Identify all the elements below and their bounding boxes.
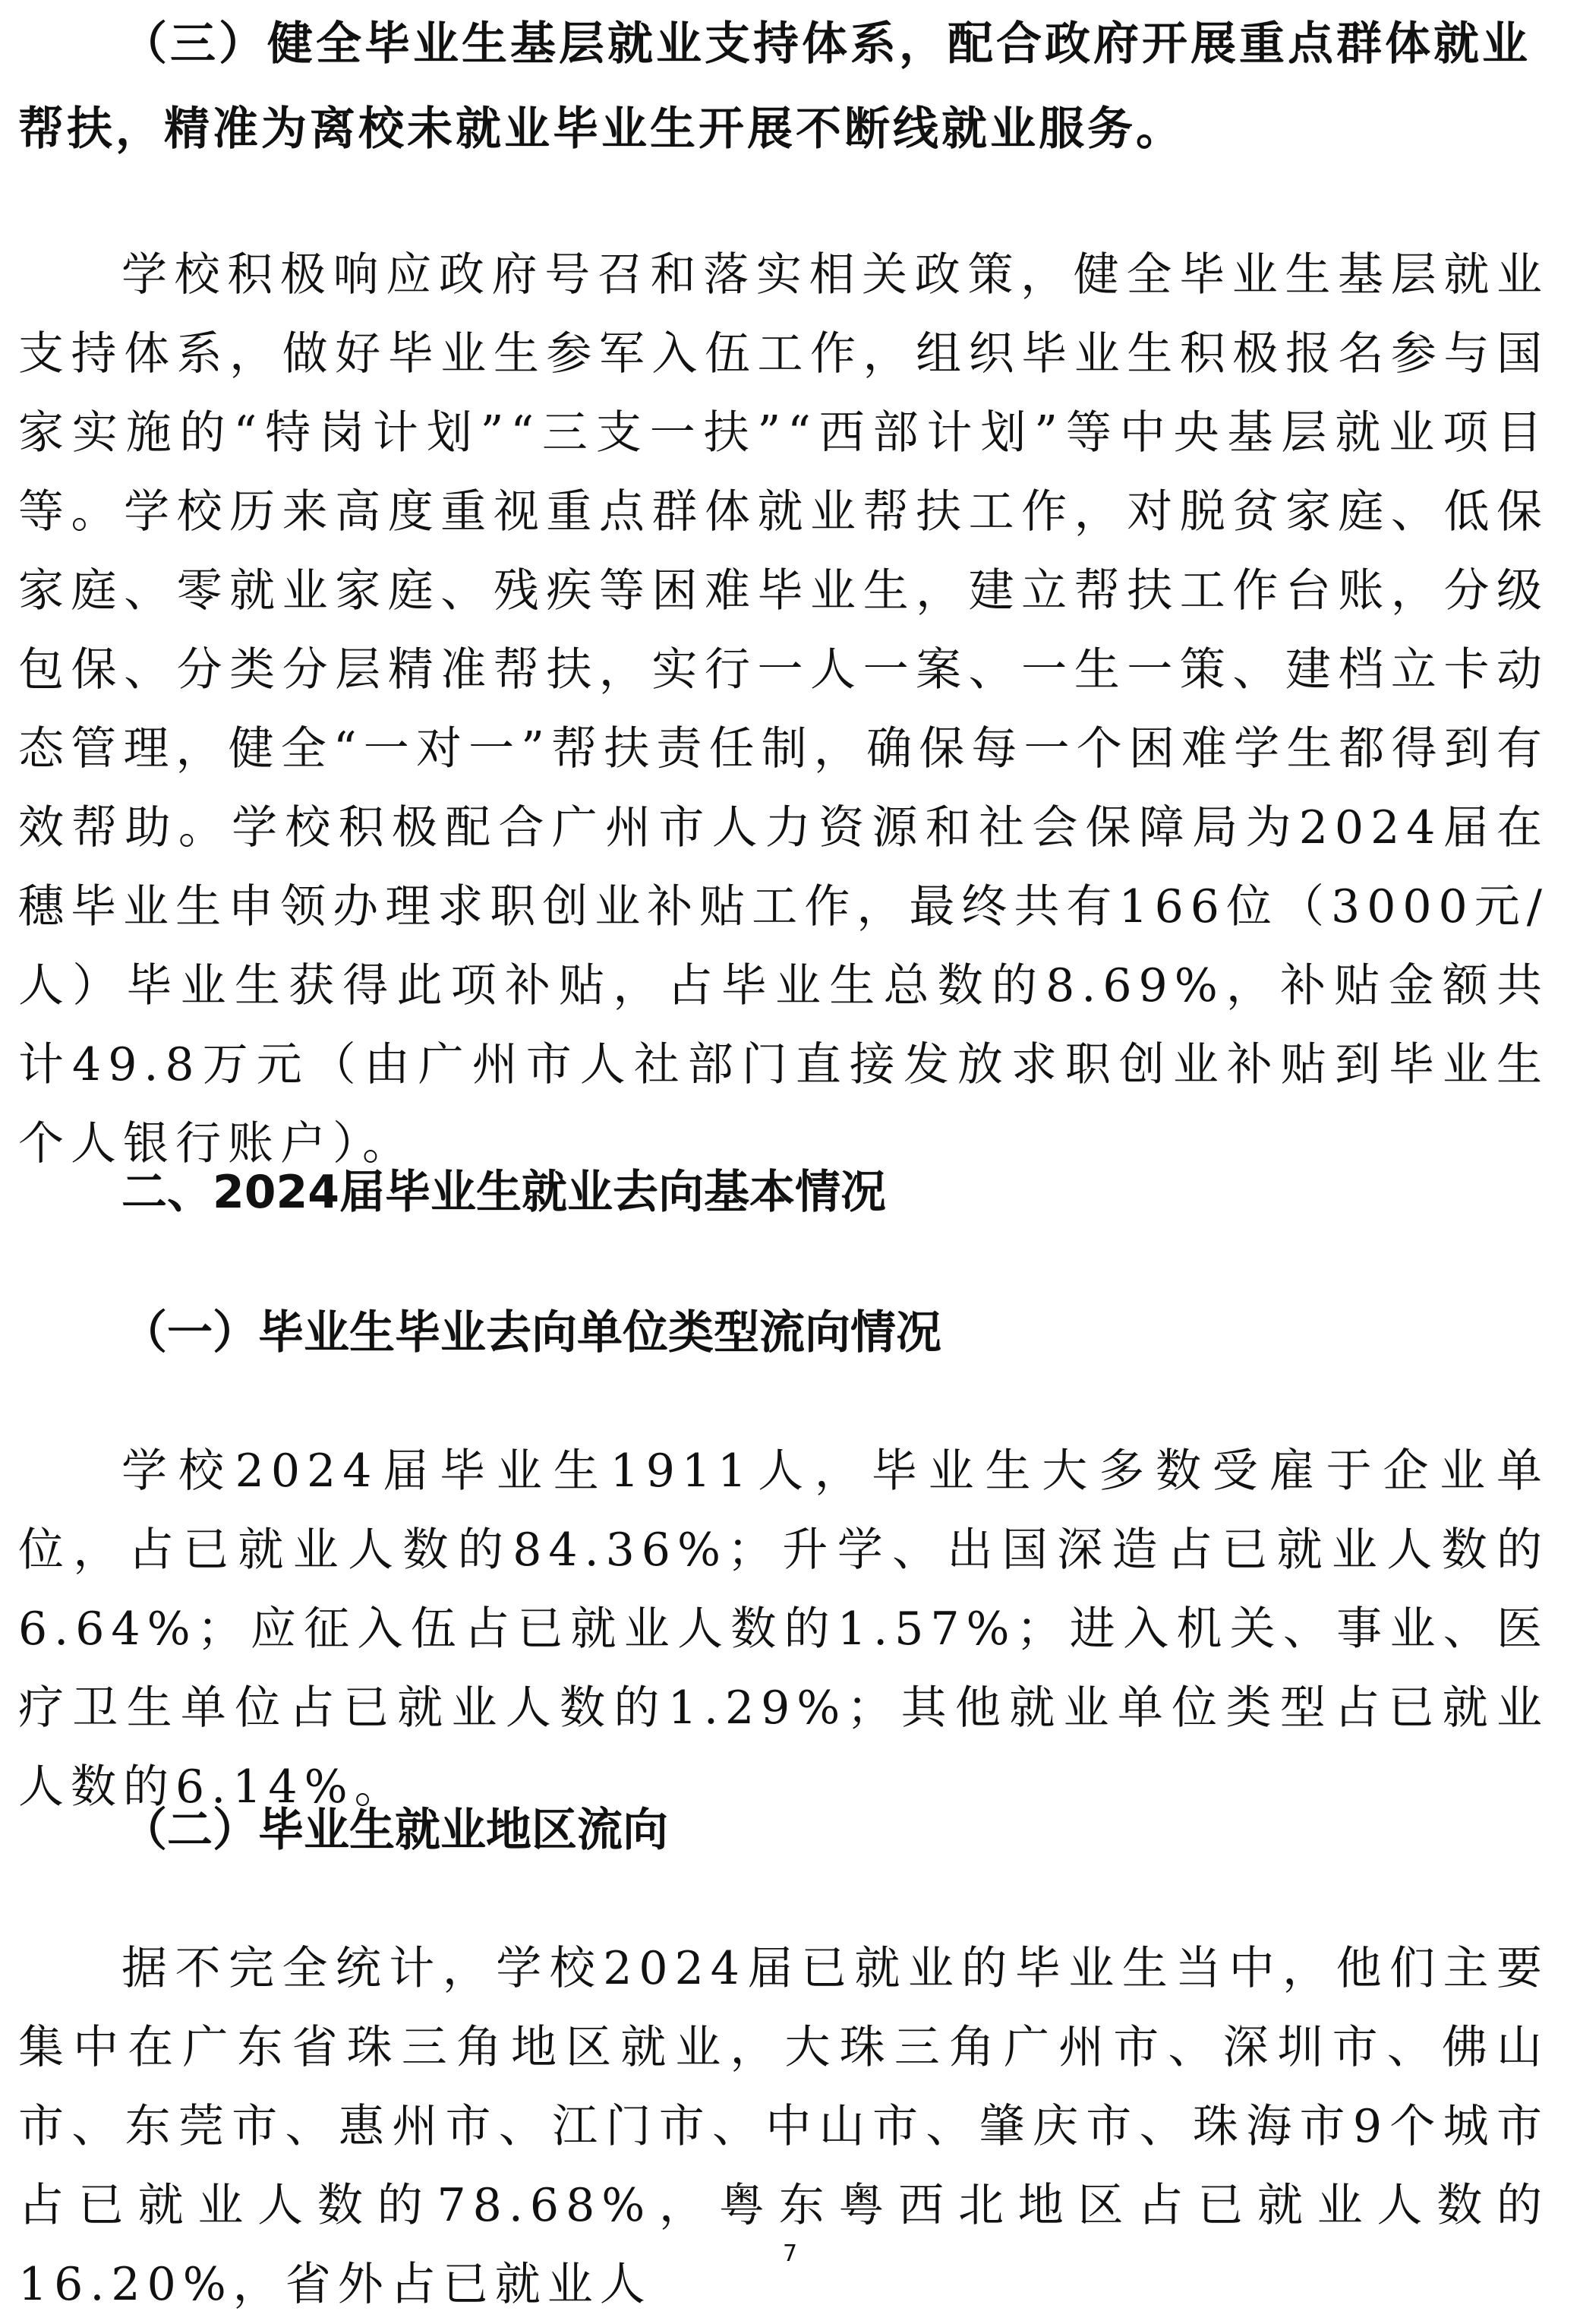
subsection-1-paragraph: 学校2024届毕业生1911人，毕业生大多数受雇于企业单位，占已就业人数的84.36%；升学、出国深造占已就业人数的6.64%；应征入伍占已就业人数的1.57%；进入机关、事业、医疗卫生单位占已就业人数的1.29%；其他就业单位类型占已就业人数的6.14%。 [18, 1445, 1549, 1814]
section-3-paragraph: 学校积极响应政府号召和落实相关政策，健全毕业生基层就业支持体系，做好毕业生参军入伍工作，组织毕业生积极报名参与国家实施的“特岗计划”“三支一扶”“西部计划”等中央基层就业项目等。学校历来高度重视重点群体就业帮扶工作，对脱贫家庭、低保家庭、零就业家庭、残疾等困难毕业生，建立帮扶工作台账，分级包保、分类分层精准帮扶，实行一人一案、一生一策、建档立卡动态管理，健全“一对一”帮扶责任制，确保每一个困难学生都得到有效帮助。学校积极配合广州市人力资源和社会保障局为2024届在穗毕业生申领办理求职创业补贴工作，最终共有166位（3000元/人）毕业生获得此项补贴，占毕业生总数的8.69%，补贴金额共计49.8万元（由广州市人社部门直接发放求职创业补贴到毕业生个人银行账户）。 [18, 248, 1549, 1170]
subsection-2-paragraph: 据不完全统计，学校2024届已就业的毕业生当中，他们主要集中在广东省珠三角地区就业，大珠三角广州市、深圳市、佛山市、东莞市、惠州市、江门市、中山市、肇庆市、珠海市9个城市占已就业人数的78.68%，粤东粤西北地区占已就业人数的16.20%，省外占已就业人 [18, 1942, 1549, 2311]
subsection-2-heading: （二）毕业生就业地区流向 [121, 1804, 668, 1857]
page-number: 7 [782, 2240, 798, 2267]
section-3-heading: （三）健全毕业生基层就业支持体系，配合政府开展重点群体就业帮扶，精准为离校未就业毕业生开展不断线就业服务。 [18, 17, 1531, 156]
subsection-1-heading: （一）毕业生毕业去向单位类型流向情况 [121, 1306, 941, 1359]
part-2-heading: 二、2024届毕业生就业去向基本情况 [121, 1166, 886, 1219]
